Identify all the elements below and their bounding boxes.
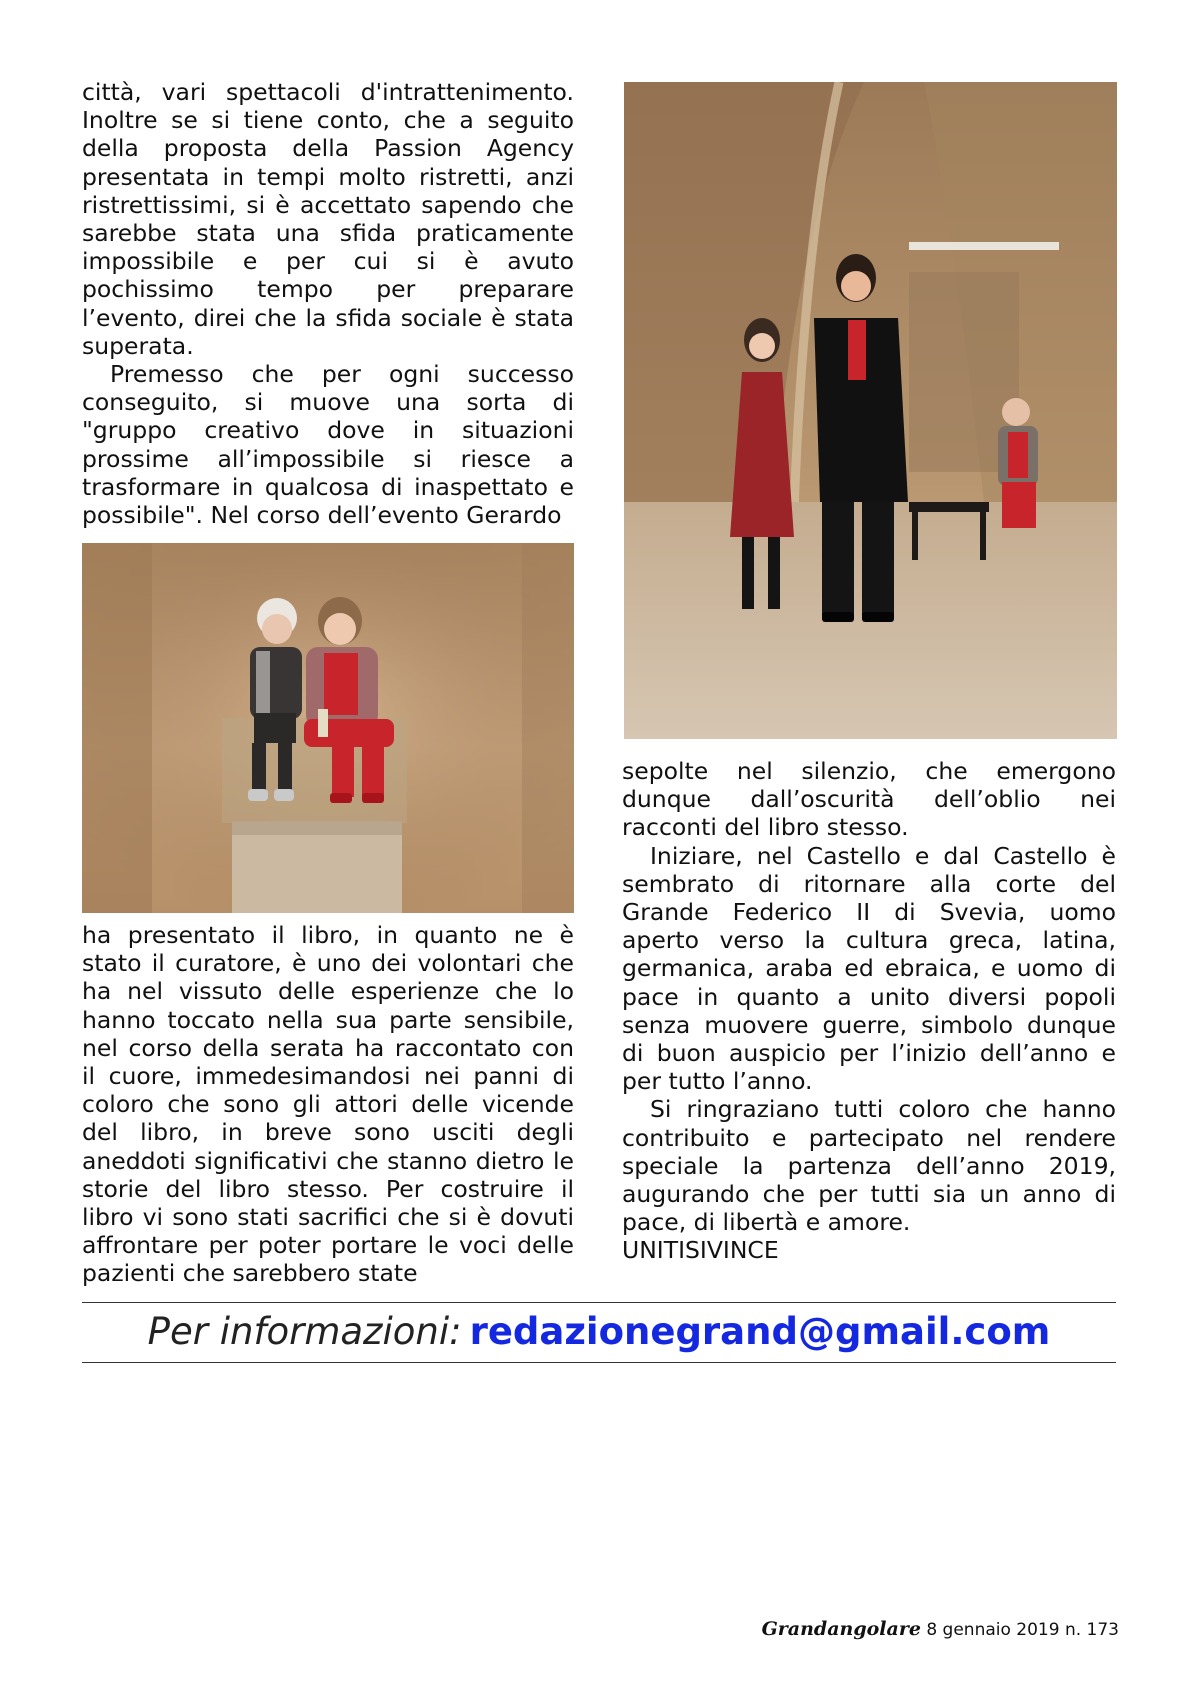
photo-two-women-seated: [82, 543, 574, 913]
footer-date-issue: 8 gennaio 2019 n. 173: [926, 1620, 1119, 1640]
article-column-right-bottom: [622, 757, 1116, 1265]
info-label: Per informazioni:: [147, 1310, 462, 1353]
divider-top: [82, 1302, 1116, 1303]
article-column-left-top: [82, 78, 574, 529]
paragraph: ha presentato il libro, in quanto ne è stato il curatore, è uno dei volontari che ha nel vissuto delle esperienze che lo hanno toccato nella sua parte sensibile, nel corso della serata ha raccontato con il cuore, immedesimandosi nei panni di coloro che sono gli attori delle vicende del libro, in breve sono usciti degli aneddoti significativi che stanno dietro le storie del libro stesso. Per costruire il libro vi sono stati sacrifici che si è dovuti affrontare per poter portare le voci delle pazienti che sarebbero state: [82, 921, 574, 1288]
paragraph: sepolte nel silenzio, che emergono dunque dall’oscurità dell’oblio nei racconti del libro stesso.: [622, 757, 1116, 842]
paragraph: Si ringraziano tutti coloro che hanno contribuito e partecipato nel rendere speciale la partenza dell’anno 2019, augurando che per tutti sia un anno di pace, di libertà e amore.: [622, 1095, 1116, 1237]
paragraph: Premesso che per ogni successo conseguito, si muove una sorta di "gruppo creativo dove in situazioni prossime all’impossibile si riesce a trasformare in qualcosa di inaspettato e possibile". Nel corso dell’evento Gerardo: [82, 360, 574, 530]
info-email-link[interactable]: redazionegrand@gmail.com: [469, 1310, 1051, 1353]
footer-brand: Grandangolare: [761, 1618, 921, 1640]
article-column-left-bottom: [82, 921, 574, 1288]
page-footer: [762, 1618, 1119, 1641]
paragraph: città, vari spettacoli d'intrattenimento. Inoltre se si tiene conto, che a seguito della proposta della Passion Agency presentata in tempi molto ristretti, anzi ristrettissimi, si è accettato sapendo che sarebbe stata una sfida praticamente impossibile e per cui si è avuto pochissimo tempo per preparare l’evento, direi che la sfida sociale è stata superata.: [82, 78, 574, 360]
signature: UNITISIVINCE: [622, 1236, 779, 1265]
divider-bottom: [82, 1362, 1116, 1363]
info-banner: [82, 1304, 1116, 1360]
photo-performers-castle-hall: [624, 82, 1117, 739]
paragraph: Iniziare, nel Castello e dal Castello è sembrato di ritornare alla corte del Grande Federico II di Svevia, uomo aperto verso la cultura greca, latina, germanica, araba ed ebraica, e uomo di pace in quanto a unito diversi popoli senza muovere guerre, simbolo dunque di buon auspicio per l’inizio dell’anno e per tutto l’anno.: [622, 841, 1116, 1096]
